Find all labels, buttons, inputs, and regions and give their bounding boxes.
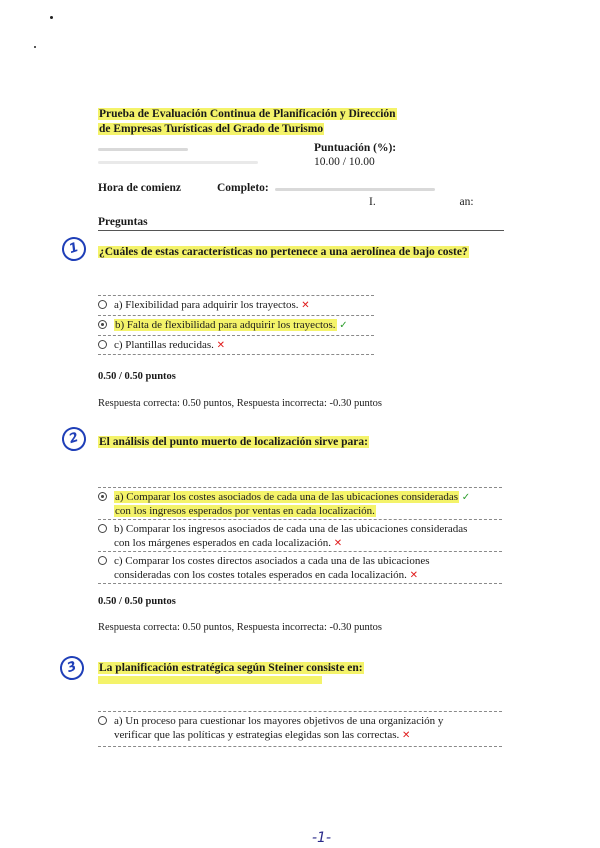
scan-speck bbox=[34, 46, 36, 48]
option-divider bbox=[98, 583, 502, 584]
wrong-mark-icon: ✕ bbox=[216, 340, 226, 351]
completed-label: Completo: bbox=[217, 182, 269, 194]
correct-mark-icon: ✓ bbox=[339, 320, 348, 331]
radio-button-selected[interactable] bbox=[98, 320, 107, 329]
correct-mark-icon: ✓ bbox=[461, 492, 471, 503]
title-line-1: Prueba de Evaluación Continua de Planificación y Dirección bbox=[99, 108, 396, 120]
question-3-option-a[interactable] bbox=[98, 715, 443, 742]
question-2-label: El análisis del punto muerto de localización sirve para: bbox=[99, 436, 368, 448]
wrong-mark-icon: ✕ bbox=[409, 569, 419, 581]
section-divider bbox=[98, 230, 504, 231]
score-value: 10.00 / 10.00 bbox=[314, 156, 375, 168]
redacted-text bbox=[98, 148, 188, 151]
radio-button[interactable] bbox=[98, 300, 107, 309]
option-label: a) Flexibilidad para adquirir los trayectos. bbox=[114, 299, 299, 311]
option-divider bbox=[98, 487, 502, 488]
question-3-text bbox=[98, 662, 364, 674]
question-1-option-c[interactable] bbox=[98, 339, 225, 353]
question-1-text bbox=[98, 246, 469, 258]
question-2-option-c[interactable] bbox=[98, 555, 430, 582]
title-line-2: de Empresas Turísticas del Grado de Turismo bbox=[99, 123, 324, 135]
radio-button[interactable] bbox=[98, 524, 107, 533]
option-label: b) Falta de flexibilidad para adquirir los trayectos. bbox=[115, 319, 336, 331]
option-divider bbox=[98, 315, 374, 316]
radio-button[interactable] bbox=[98, 716, 107, 725]
option-divider bbox=[98, 711, 502, 712]
page-number: -1- bbox=[312, 830, 332, 846]
option-label-line-2: con los ingresos esperados por ventas en cada localización. bbox=[115, 504, 375, 517]
question-number-marker: 1 bbox=[59, 234, 89, 264]
start-time-label: Hora de comienz bbox=[98, 182, 182, 194]
radio-button[interactable] bbox=[98, 340, 107, 349]
option-divider bbox=[98, 354, 374, 355]
option-divider bbox=[98, 519, 502, 520]
question-1-label: ¿Cuáles de estas características no pertenece a una aerolínea de bajo coste? bbox=[99, 246, 468, 258]
question-3-label: La planificación estratégica según Steiner consiste en: bbox=[99, 662, 363, 674]
question-1-option-b[interactable] bbox=[98, 319, 348, 333]
score-label: Puntuación (%): bbox=[314, 142, 397, 154]
option-label-line-1: b) Comparar los ingresos asociados de cada una de las ubicaciones consideradas bbox=[114, 523, 468, 535]
completed-tail bbox=[369, 196, 474, 208]
wrong-mark-icon: ✕ bbox=[301, 300, 310, 311]
question-2-option-b[interactable] bbox=[98, 523, 467, 550]
radio-button[interactable] bbox=[98, 556, 107, 565]
completed-tail-prefix: I. bbox=[369, 196, 376, 208]
question-1-points: 0.50 / 0.50 puntos bbox=[98, 371, 176, 382]
question-number-marker: 2 bbox=[59, 424, 89, 454]
highlight-stroke bbox=[98, 676, 322, 684]
exam-title bbox=[98, 107, 397, 137]
option-label-line-1: a) Comparar los costes asociados de cada una de las ubicaciones consideradas bbox=[115, 491, 459, 503]
redacted-text bbox=[275, 188, 435, 191]
redacted-text bbox=[98, 161, 258, 164]
option-divider bbox=[98, 335, 374, 336]
question-number-marker: 3 bbox=[57, 653, 87, 683]
option-divider bbox=[98, 551, 502, 552]
option-divider bbox=[98, 746, 502, 747]
scan-speck bbox=[50, 16, 53, 19]
question-2-scoring-info: Respuesta correcta: 0.50 puntos, Respuesta incorrecta: -0.30 puntos bbox=[98, 622, 383, 633]
option-label-line-2: verificar que las políticas y estrategias elegidas son las correctas. bbox=[114, 728, 400, 741]
question-2-points: 0.50 / 0.50 puntos bbox=[98, 596, 176, 607]
option-label-line-1: a) Un proceso para cuestionar los mayores objetivos de una organización y bbox=[114, 715, 444, 727]
wrong-mark-icon: ✕ bbox=[333, 537, 343, 549]
question-1-option-a[interactable] bbox=[98, 299, 310, 313]
option-label: c) Plantillas reducidas. bbox=[114, 339, 214, 351]
question-1-scoring-info: Respuesta correcta: 0.50 puntos, Respuesta incorrecta: -0.30 puntos bbox=[98, 398, 383, 409]
wrong-mark-icon: ✕ bbox=[402, 729, 411, 741]
option-divider bbox=[98, 295, 374, 296]
option-label-line-1: c) Comparar los costes directos asociados a cada una de las ubicaciones bbox=[114, 555, 430, 567]
radio-button-selected[interactable] bbox=[98, 492, 107, 501]
section-label: Preguntas bbox=[98, 216, 148, 228]
option-label-line-2: consideradas con los costes totales esperados en cada localización. bbox=[114, 568, 407, 581]
question-2-option-a[interactable] bbox=[98, 491, 470, 518]
completed-tail-suffix: an: bbox=[459, 196, 474, 208]
option-label-line-2: con los márgenes esperados en cada localización. bbox=[114, 536, 331, 549]
question-2-text bbox=[98, 436, 369, 448]
